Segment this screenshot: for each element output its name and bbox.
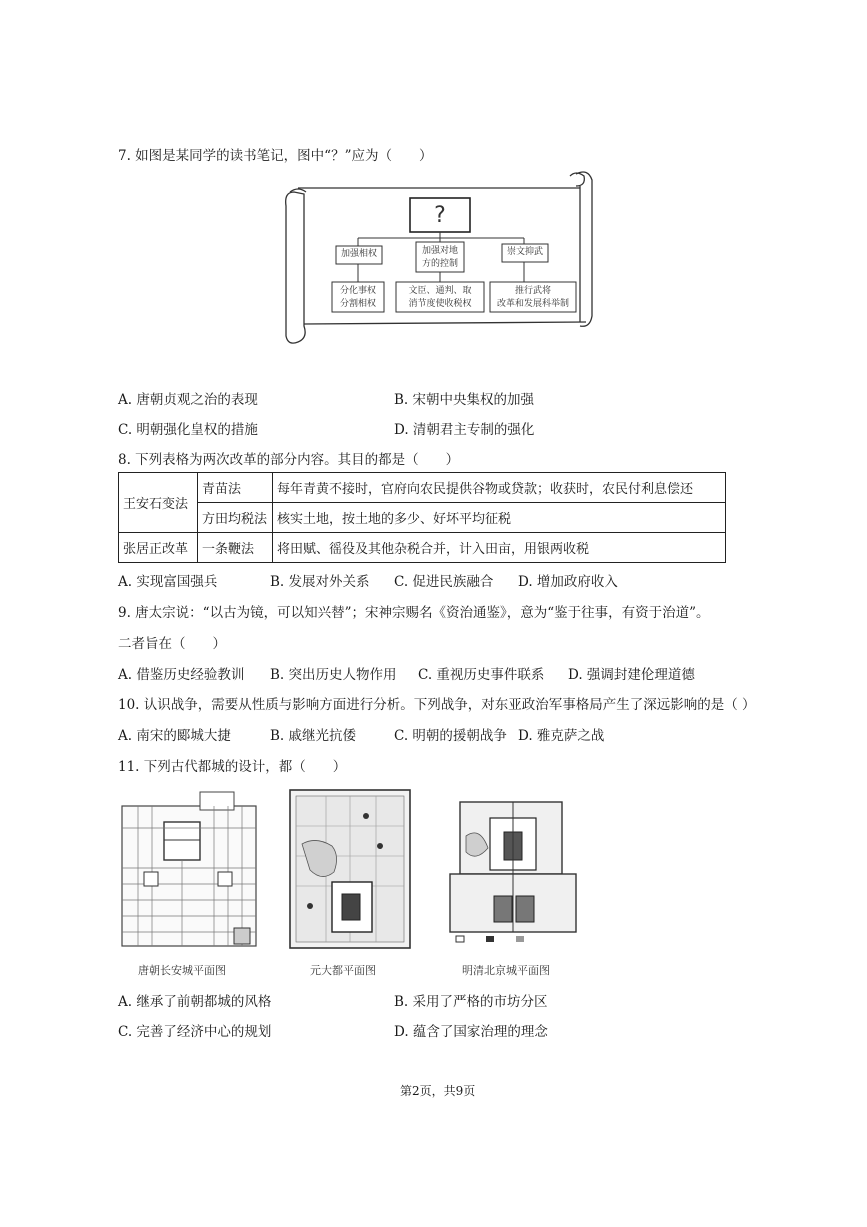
reform-table bbox=[118, 472, 726, 563]
map-caption-dadu: 元大都平面图 bbox=[310, 964, 376, 977]
reading-notes-scroll-figure bbox=[280, 166, 600, 348]
q9-stem-line1: 9. 唐太宗说：“以古为镜，可以知兴替”；宋神宗赐名《资治通鉴》，意为“鉴于往事，有资于治道”。 bbox=[118, 605, 710, 621]
table-cell: 方田均税法 bbox=[198, 503, 273, 533]
table-cell: 张居正改革 bbox=[119, 533, 198, 563]
q8-stem: 8. 下列表格为两次改革的部分内容。其目的都是（ ） bbox=[118, 452, 460, 468]
q11-option-d[interactable]: D. 蕴含了国家治理的理念 bbox=[394, 1024, 548, 1040]
figure-col1-top: 加强相权 bbox=[340, 249, 377, 259]
q8-option-a[interactable]: A. 实现富国强兵 bbox=[118, 574, 218, 590]
q9-stem-line2: 二者旨在（ ） bbox=[118, 636, 226, 652]
q9-option-d[interactable]: D. 强调封建伦理道德 bbox=[568, 667, 695, 683]
q10-option-a[interactable]: A. 南宋的郾城大捷 bbox=[118, 728, 231, 744]
q7-option-b[interactable]: B. 宋朝中央集权的加强 bbox=[394, 392, 535, 408]
q7-option-a[interactable]: A. 唐朝贞观之治的表现 bbox=[118, 392, 258, 408]
q10-stem: 10. 认识战争，需要从性质与影响方面进行分析。下列战争，对东亚政治军事格局产生了深远影响的是（ ） bbox=[118, 697, 756, 713]
q9-option-b[interactable]: B. 突出历史人物作用 bbox=[270, 667, 397, 683]
table-row bbox=[119, 473, 726, 503]
figure-col2-top-line2: 方的控制 bbox=[421, 259, 458, 269]
figure-col2-top-line1: 加强对地 bbox=[421, 246, 458, 256]
page-footer: 第2页，共9页 bbox=[400, 1084, 476, 1098]
q8-option-d[interactable]: D. 增加政府收入 bbox=[518, 574, 618, 590]
figure-col2-bottom-line2: 消节度使收税权 bbox=[408, 299, 472, 309]
yuan-dadu-map bbox=[286, 786, 414, 952]
figure-col3-bottom-line1: 推行武将 bbox=[514, 286, 551, 296]
q8-option-b[interactable]: B. 发展对外关系 bbox=[270, 574, 370, 590]
q8-option-c[interactable]: C. 促进民族融合 bbox=[394, 574, 494, 590]
q10-option-d[interactable]: D. 雅克萨之战 bbox=[518, 728, 605, 744]
figure-center-question-mark: ? bbox=[434, 203, 446, 228]
table-row bbox=[119, 503, 726, 533]
figure-col2-bottom-line1: 文臣、通判、取 bbox=[408, 286, 472, 296]
q10-option-b[interactable]: B. 戚继光抗倭 bbox=[270, 728, 357, 744]
figure-col3-bottom-line2: 改革和发展科举制 bbox=[496, 299, 569, 309]
q11-option-c[interactable]: C. 完善了经济中心的规划 bbox=[118, 1024, 272, 1040]
table-cell: 青苗法 bbox=[198, 473, 273, 503]
q11-option-a[interactable]: A. 继承了前朝都城的风格 bbox=[118, 994, 272, 1010]
q7-stem: 7. 如图是某同学的读书笔记，图中“？”应为（ ） bbox=[118, 148, 433, 164]
table-cell: 核实土地，按土地的多少、好坏平均征税 bbox=[273, 503, 726, 533]
figure-col1-bottom-line2: 分割相权 bbox=[339, 299, 376, 309]
figure-col3-top: 崇文抑武 bbox=[506, 247, 543, 257]
map-caption-changan: 唐朝长安城平面图 bbox=[138, 964, 226, 977]
table-cell: 一条鞭法 bbox=[198, 533, 273, 563]
mingqing-beijing-map bbox=[446, 796, 582, 954]
q10-option-c[interactable]: C. 明朝的援朝战争 bbox=[394, 728, 507, 744]
q7-option-d[interactable]: D. 清朝君主专制的强化 bbox=[394, 422, 535, 438]
map-caption-beijing: 明清北京城平面图 bbox=[462, 964, 550, 977]
table-row bbox=[119, 533, 726, 563]
q11-option-b[interactable]: B. 采用了严格的市坊分区 bbox=[394, 994, 548, 1010]
table-cell: 王安石变法 bbox=[119, 473, 198, 533]
figure-col1-bottom-line1: 分化事权 bbox=[339, 286, 376, 296]
table-cell: 每年青黄不接时，官府向农民提供谷物或贷款；收获时，农民付利息偿还 bbox=[273, 473, 726, 503]
q11-stem: 11. 下列古代都城的设计，都（ ） bbox=[118, 759, 347, 775]
tang-changan-map bbox=[118, 788, 260, 952]
q9-option-a[interactable]: A. 借鉴历史经验教训 bbox=[118, 667, 245, 683]
q9-option-c[interactable]: C. 重视历史事件联系 bbox=[418, 667, 545, 683]
table-cell: 将田赋、徭役及其他杂税合并，计入田亩，用银两收税 bbox=[273, 533, 726, 563]
q7-option-c[interactable]: C. 明朝强化皇权的措施 bbox=[118, 422, 258, 438]
